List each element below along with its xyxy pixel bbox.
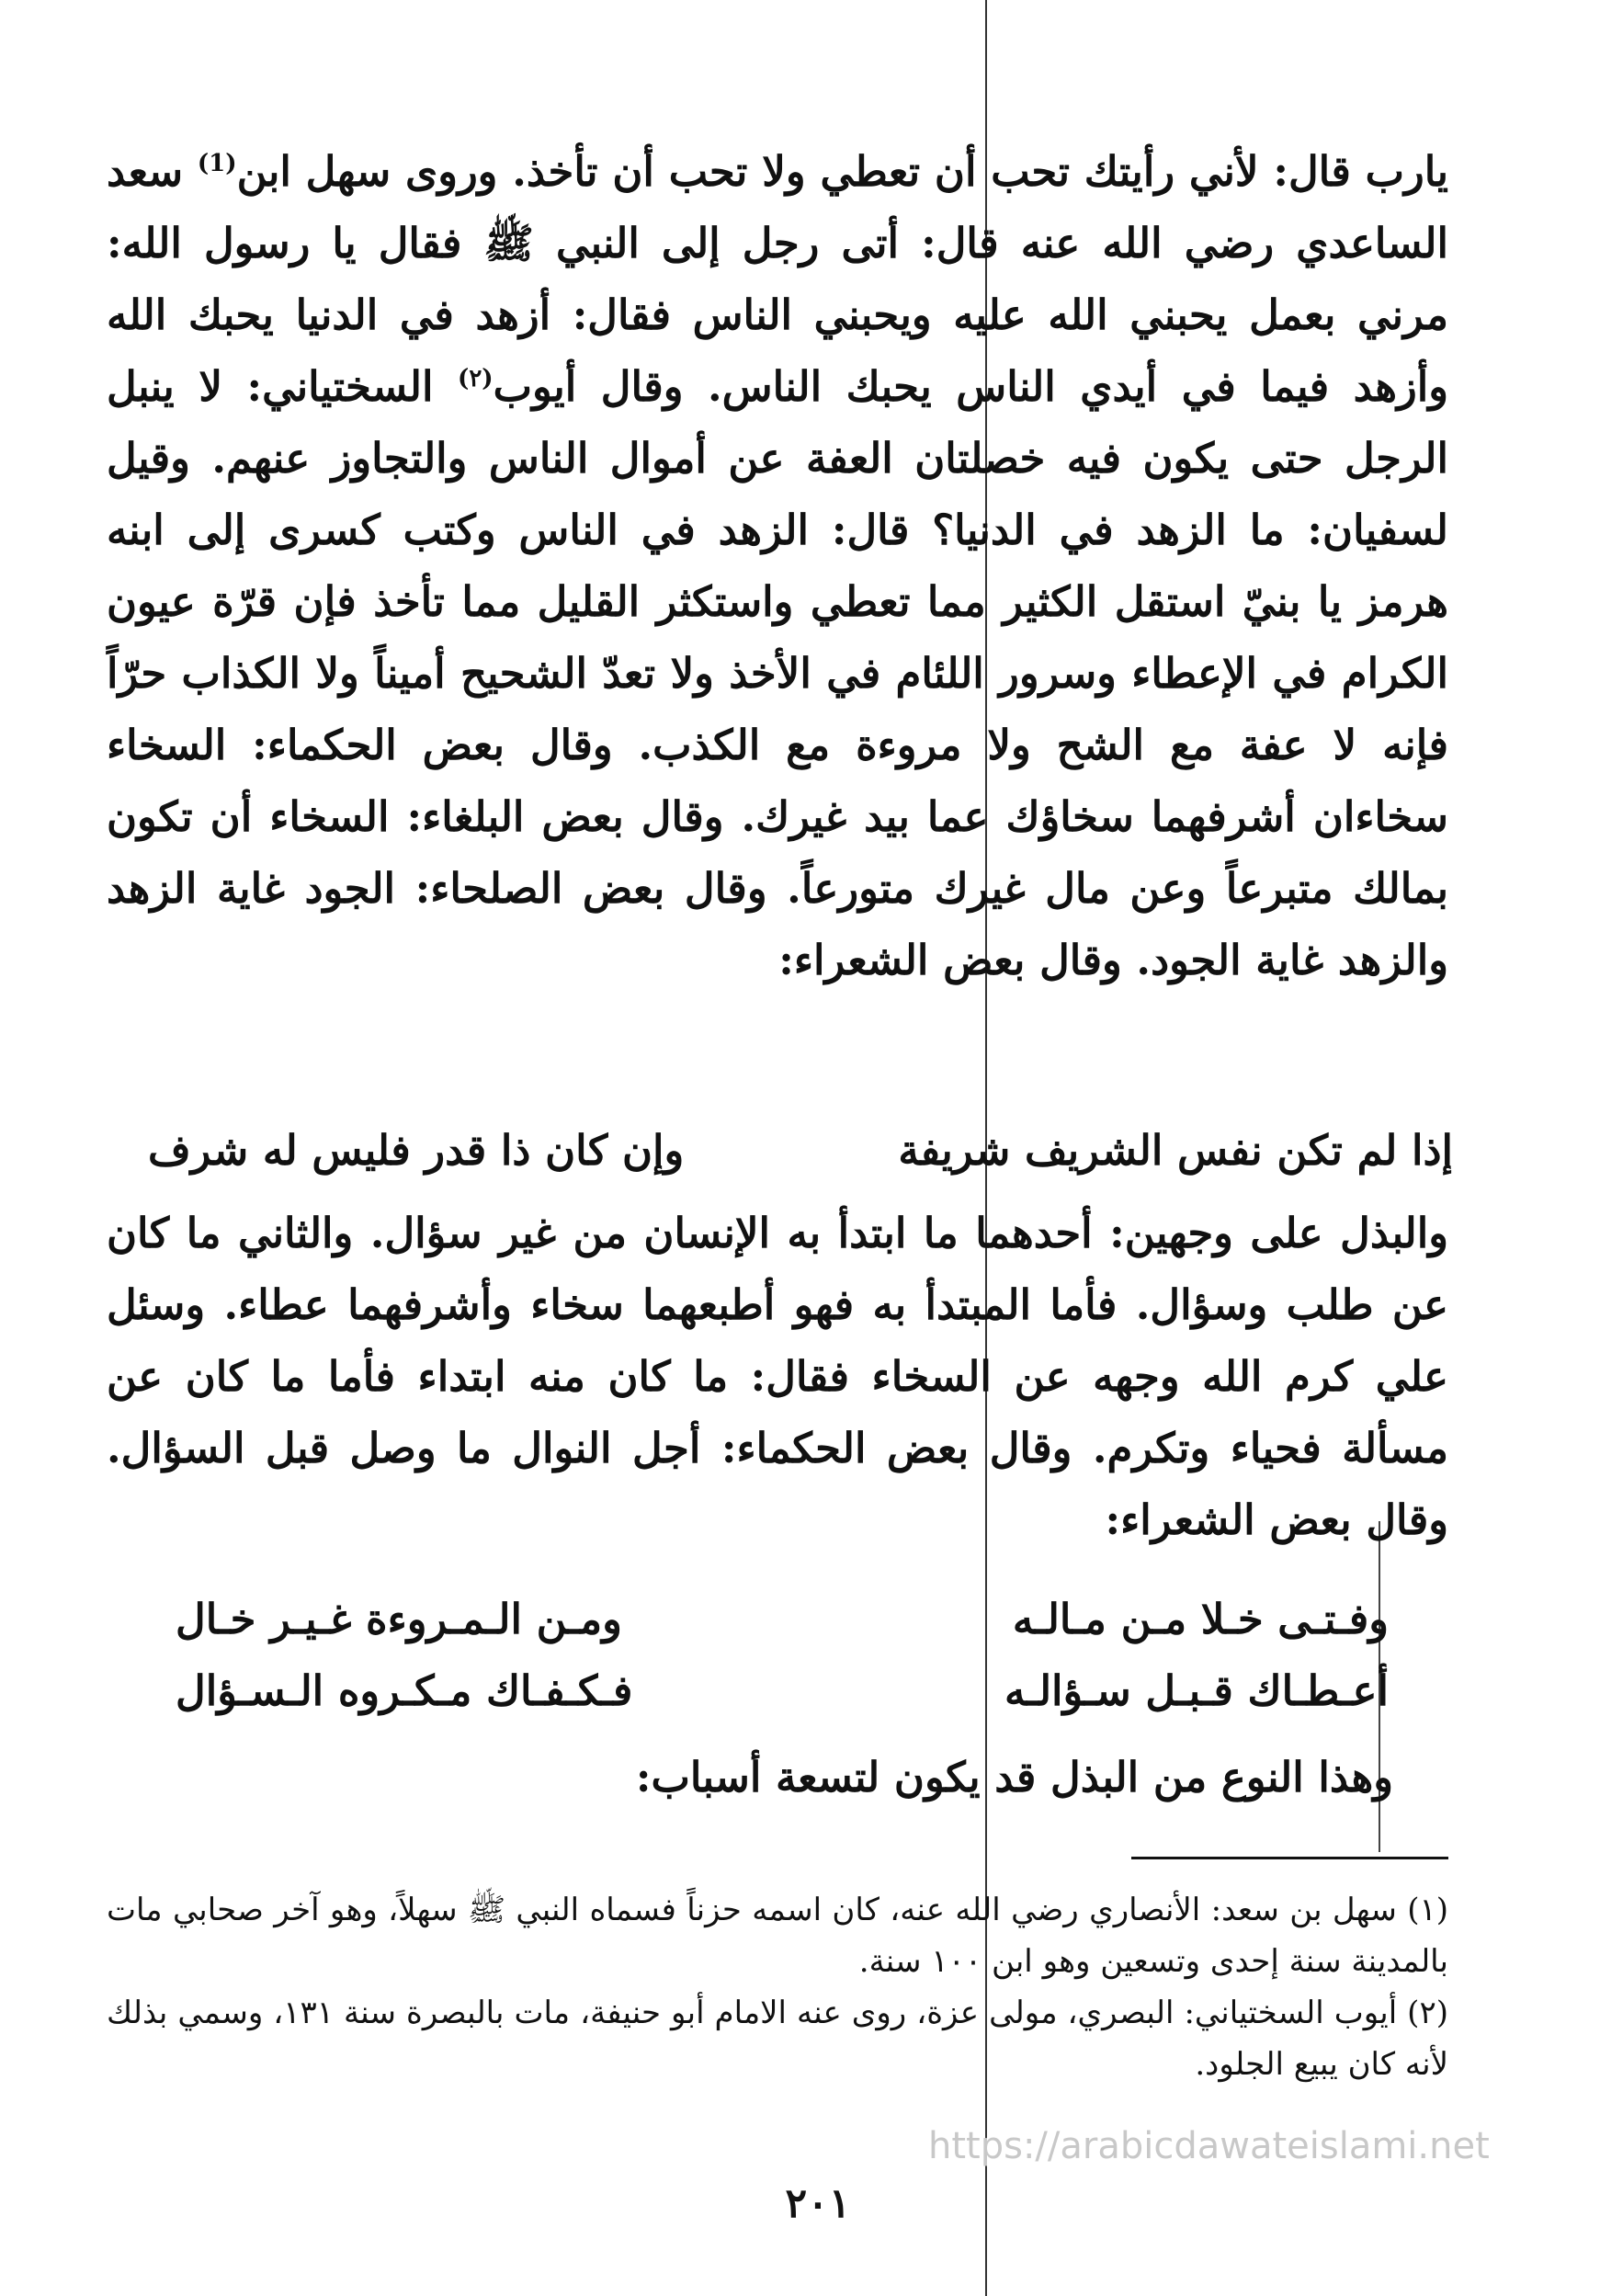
poem-2-line-1 [176,1595,1389,1666]
poem-2 [176,1595,1389,1738]
poem-2-line-2 [176,1666,1389,1738]
poem-2-line-1-second-hemistich: ومـن الـمـروءة غـيـر خـال [176,1595,622,1643]
page-number: ٢٠١ [785,2180,851,2227]
footnote-ref-1: (1) [197,150,237,177]
closing-line-text: وهذا النوع من البذل قد يكون لتسعة أسباب: [635,1753,1393,1802]
footnote-ref-2: (٢) [458,365,494,392]
poem-1 [148,1126,1453,1198]
poem-1-line [148,1126,1453,1198]
poem-2-line-1-first-hemistich: وفـتـى خـلا مـن مـالـه [1012,1595,1389,1643]
footnote-separator [1131,1857,1448,1859]
poem-2-line-2-first-hemistich: أعـطـاك قـبـل سـؤالـه [1004,1666,1389,1715]
body-text-segment: يارب قال: لأني رأيتك تحب أن تعطي ولا تحب أن تأخذ. وروى سهل [305,147,1449,196]
watermark-url: https://arabicdawateislami.net [928,2125,1490,2167]
footnote-2: (٢) أيوب السختياني: البصري، مولى عزة، روى عنه الامام أبو حنيفة، مات بالبصرة سنة ١٣١، وسمي بذلك لأنه كان يبيع الجلود. [107,1995,1448,2083]
body-paragraph-1 [107,136,1448,996]
body-text-segment: سعد الساعدي رضي الله عنه قال: أتى رجل إلى النبي ﷺ فقال يا رسول الله: مرني بعمل يحبني الله عليه ويحبني الناس فقال: أزهد في الدنيا يحبك الله وأزهد فيما في أيدي الناس يحبك الناس. وقال أيوب [107,147,1448,411]
body-text-segment: ابن [236,147,291,196]
closing-line [51,1742,1393,1813]
footnote-1: (١) سهل بن سعد: الأنصاري رضي الله عنه، كان اسمه حزناً فسماه النبي ﷺ سهلاً، وهو آخر صحابي مات بالمدينة سنة إحدى وتسعين وهو ابن ١٠٠ سنة. [107,1892,1448,1980]
body-text-segment: السختياني: لا ينبل الرجل حتى يكون فيه خصلتان العفة عن أموال الناس والتجاوز عنهم. وقيل لسفيان: ما الزهد في الدنيا؟ قال: الزهد في الناس وكتب كسرى إلى ابنه هرمز يا بنيّ استقل الكثير مما تعطي واستكثر القليل مما تأخذ فإن قرّة عيون الكرام في الإعطاء وسرور اللئام في الأخذ ولا تعدّ الشحيح أميناً ولا الكذاب حرّاً فإنه لا عفة مع الشح ولا مروءة مع الكذب. وقال بعض الحكماء: السخاء سخاءان أشرفهما سخاؤك عما بيد غيرك. وقال بعض البلغاء: السخاء أن تكون بمالك متبرعاً وعن مال غيرك متورعاً. وقال بعض الصلحاء: الجود غاية الزهد والزهد غاية الجود. وقال بعض الشعراء: [107,362,1448,984]
poem-1-second-hemistich: وإن كان ذا قدر فليس له شرف [148,1126,685,1175]
poem-2-line-2-second-hemistich: فـكـفـاك مـكـروه الـسـؤال [176,1666,633,1715]
footnotes [107,1884,1448,2090]
poem-1-first-hemistich: إذا لم تكن نفس الشريف شريفة [898,1126,1453,1175]
body-paragraph-2-text: والبذل على وجهين: أحدهما ما ابتدأ به الإنسان من غير سؤال. والثاني ما كان عن طلب وسؤال. فأما المبتدأ به فهو أطبعهما سخاء وأشرفهما عطاء. وسئل علي كرم الله وجهه عن السخاء فقال: ما كان منه ابتداء فأما ما كان عن مسألة فحياء وتكرم. وقال بعض الحكماء: أجل النوال ما وصل قبل السؤال. وقال بعض الشعراء: [107,1209,1448,1544]
body-paragraph-2 [107,1198,1448,1556]
